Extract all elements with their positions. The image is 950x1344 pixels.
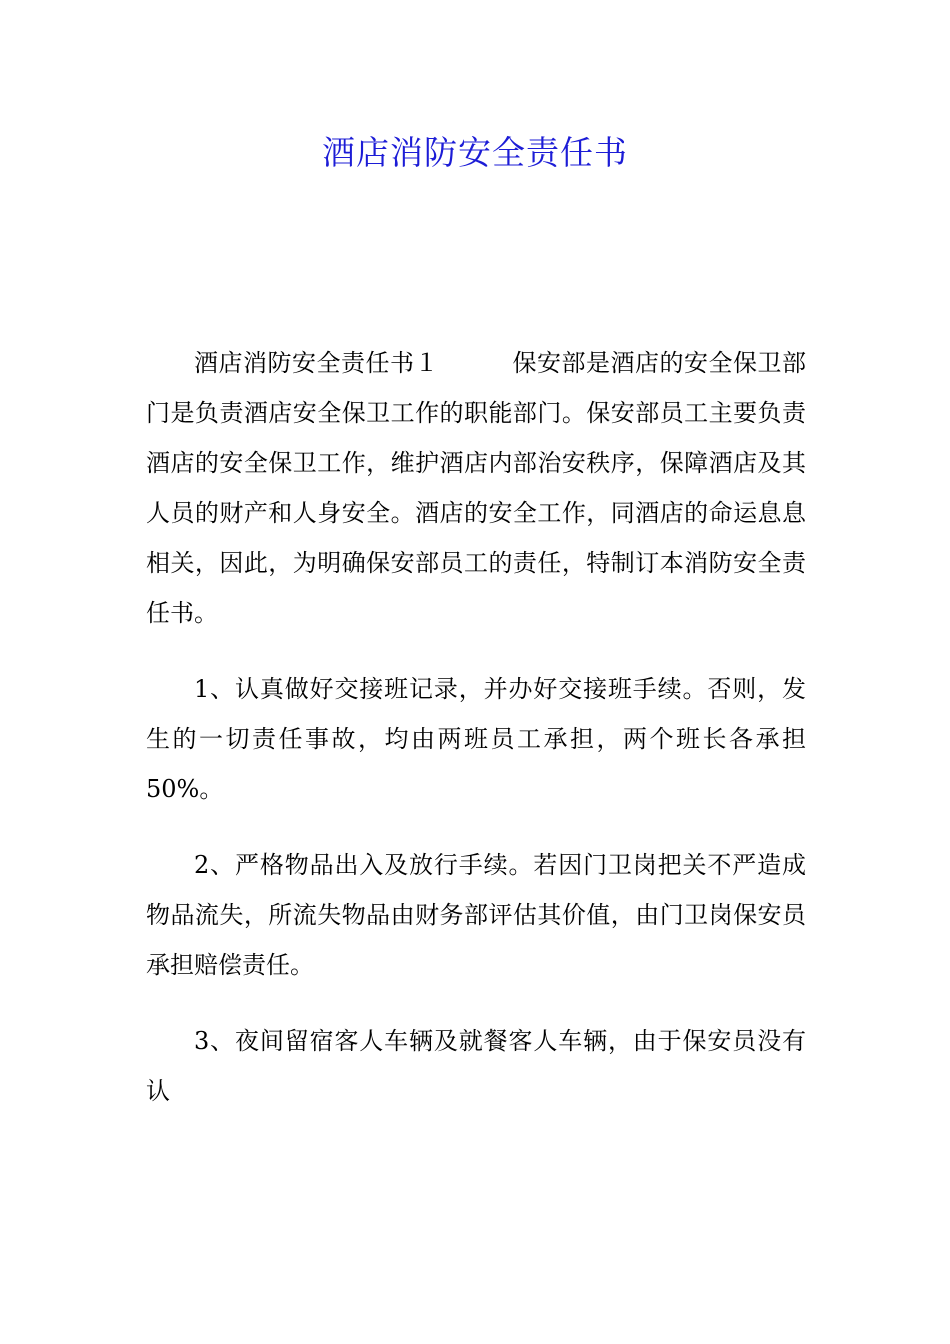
document-body (146, 338, 806, 1142)
paragraph-intro: 酒店消防安全责任书１ 保安部是酒店的安全保卫部门是负责酒店安全保卫工作的职能部门。保安部员工主要负责酒店的安全保卫工作，维护酒店内部治安秩序，保障酒店及其人员的财产和人身安全。酒店的安全工作，同酒店的命运息息相关，因此，为明确保安部员工的责任，特制订本消防安全责任书。 (146, 349, 806, 627)
paragraph-item-3: 3、夜间留宿客人车辆及就餐客人车辆，由于保安员没有认 (146, 1027, 806, 1105)
paragraph-item-1: 1、认真做好交接班记录，并办好交接班手续。否则，发生的一切责任事故，均由两班员工承担，两个班长各承担50%。 (146, 675, 806, 803)
paragraph-item-2: 2、严格物品出入及放行手续。若因门卫岗把关不严造成物品流失，所流失物品由财务部评估其价值，由门卫岗保安员承担赔偿责任。 (146, 851, 806, 979)
document-title: 酒店消防安全责任书 (322, 133, 628, 172)
